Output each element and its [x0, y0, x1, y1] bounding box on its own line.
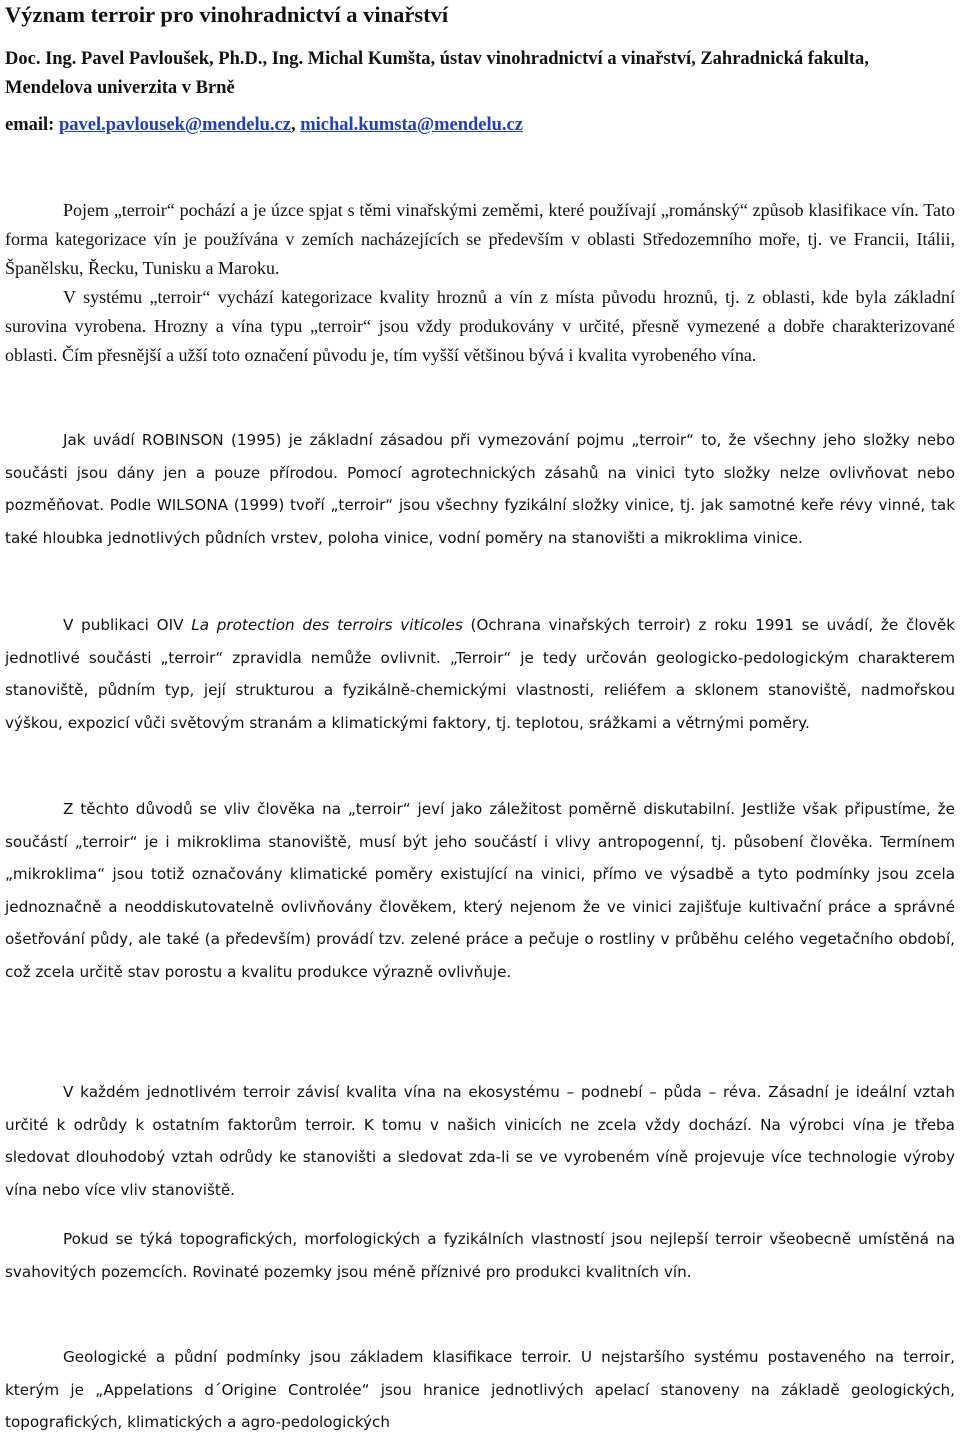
- paragraph-2: V systému „terroir“ vychází kategorizace kvality hroznů a vín z místa původu hroznů, tj. z oblasti, kde byla základní surovina vyrobena. Hrozny a vína typu „terroir“ jsou vždy produkovány v určité, přesně vymezené a dobře charakterizované oblasti. Čím přesnější a užší toto označení původu je, tím vyšší většinou bývá i kvalita vyrobeného vína.: [5, 287, 955, 365]
- paragraph-4-end: (Ochrana vinařských terroir) z roku 1991 se uvádí, že člověk jednotlivé součásti „terroir“ zpravidla nemůže ovlivnit. „Terroir“ je tedy určován geologicko-pedologickým charakterem stanoviště, půdním typ, její strukturou a fyzikálně-chemickými vlastnosti, reliéfem a sklonem stanoviště, nadmořskou výškou, expozicí vůči světovým stranám a klimatickými faktory, tj. teplotou, srážkami a větrnými poměry.: [5, 616, 955, 732]
- intro-section: [5, 196, 955, 370]
- document-title: Význam terroir pro vinohradnictví a vinařství: [5, 2, 449, 27]
- paragraph-4: [5, 609, 955, 739]
- paragraph-4-start: V publikaci OIV: [63, 616, 192, 634]
- email-link-kumsta[interactable]: michal.kumsta@mendelu.cz: [300, 115, 523, 135]
- authors-line: Doc. Ing. Pavel Pavloušek, Ph.D., Ing. Michal Kumšta, ústav vinohradnictví a vinařství, Zahradnická fakulta, Mendelova univerzita v Brně: [5, 49, 869, 98]
- paragraph-3: Jak uvádí ROBINSON (1995) je základní zásadou při vymezování pojmu „terroir“ to, že všechny jeho složky nebo součásti jsou dány jen a pouze přírodou. Pomocí agrotechnických zásahů na vinici tyto složky nelze ovlivňovat nebo pozměňovat. Podle WILSONA (1999) tvoří „terroir“ jsou všechny fyzikální složky vinice, tj. jak samotné keře révy vinné, tak také hloubka jednotlivých půdních vrstev, poloha vinice, vodní poměry na stanovišti a mikroklima vinice.: [5, 431, 955, 547]
- publication-title: La protection des terroirs viticoles: [191, 616, 463, 634]
- email-link-pavlousek[interactable]: pavel.pavlousek@mendelu.cz: [58, 115, 291, 135]
- email-label: email:: [5, 115, 55, 135]
- email-line: [5, 115, 523, 136]
- email-separator: ,: [290, 115, 301, 135]
- paragraph-5: Z těchto důvodů se vliv člověka na „terroir“ jeví jako záležitost poměrně diskutabilní. Jestliže však připustíme, že součástí „terroir“ je i mikroklima stanoviště, musí být jeho součástí i vlivy antropogenní, tj. působení člověka. Termínem „mikroklima“ jsou totiž označovány klimatické poměry existující na vinici, přímo ve výsadbě a tyto podmínky jsou zcela jednoznačně a neoddiskutovatelně ovlivňovány člověkem, který nejenom že ve vinici zajišťuje kultivační práce a správné ošetřování půdy, ale také (a především) provádí tzv. zelené práce a pečuje o rostliny v průběhu celého vegetačního období, což zcela určitě stav porostu a kvalitu produkce výrazně ovlivňuje.: [5, 800, 955, 981]
- paragraph-1: Pojem „terroir“ pochází a je úzce spjat s těmi vinařskými zeměmi, které používají „románský“ způsob klasifikace vín. Tato forma kategorizace vín je používána v zemích nacházejících se především v oblasti Středozemního moře, tj. ve Francii, Itálii, Španělsku, Řecku, Tunisku a Maroku.: [5, 200, 955, 278]
- paragraph-7: Pokud se týká topografických, morfologických a fyzikálních vlastností jsou nejlepší terroir všeobecně umístěná na svahovitých pozemcích. Rovinaté pozemky jsou méně příznivé pro produkci kvalitních vín.: [5, 1230, 955, 1281]
- paragraph-6: V každém jednotlivém terroir závisí kvalita vína na ekosystému – podnebí – půda – réva. Zásadní je ideální vztah určité k odrůdy k ostatním faktorům terroir. K tomu v našich vinicích ne zcela vždy dochází. Na výrobci vína je třeba sledovat dlouhodobý vztah odrůdy ke stanovišti a sledovat zda-li se ve vyrobeném víně projevuje více technologie výroby vína nebo více vliv stanoviště.: [5, 1083, 955, 1199]
- paragraph-8: Geologické a půdní podmínky jsou základem klasifikace terroir. U nejstaršího systému postaveného na terroir, kterým je „Appelations d´Origine Controlée“ jsou hranice jednotlivých apelací stanoveny na základě geologických, topografických, klimatických a agro-pedologických: [5, 1348, 955, 1431]
